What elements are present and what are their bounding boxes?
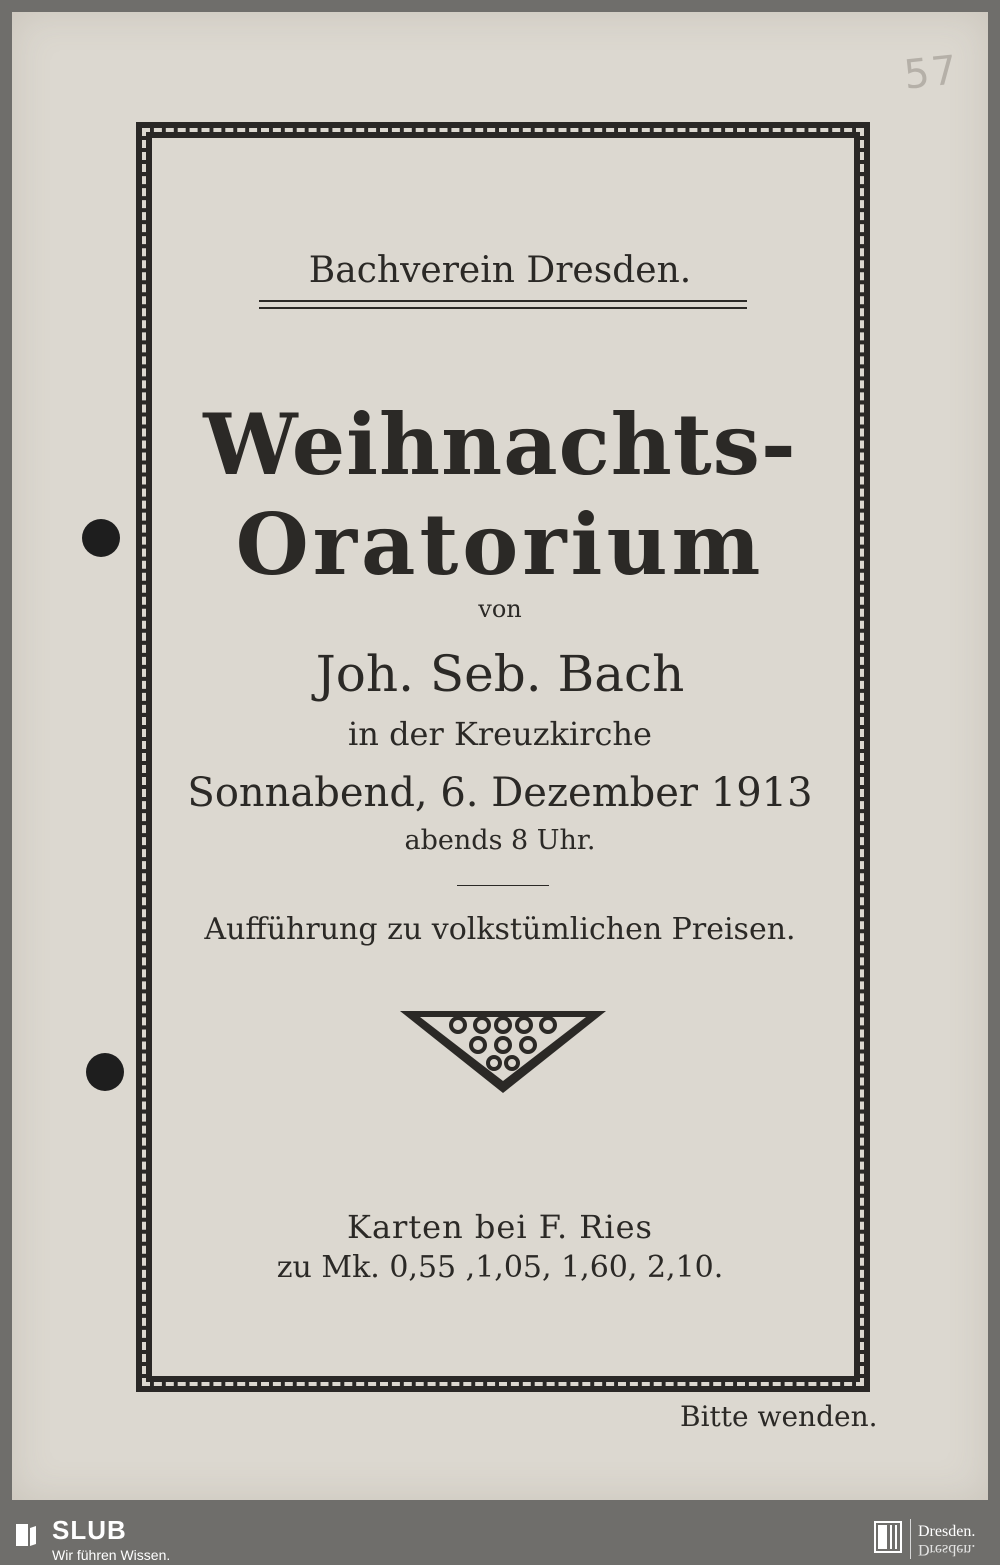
double-rule: [259, 300, 747, 302]
ticket-prices: zu Mk. 0,55 ,1,05, 1,60, 2,10.: [276, 1250, 724, 1285]
composer-name: Joh. Seb. Bach: [315, 645, 685, 703]
performance-note: Aufführung zu volkstümlichen Preisen.: [204, 912, 796, 947]
ticket-vendor: Karten bei F. Ries: [347, 1208, 653, 1246]
city-logo-text[interactable]: Dresden.: [918, 1523, 976, 1540]
event-date: Sonnabend, 6. Dezember 1913: [187, 770, 813, 816]
slub-logo-icon[interactable]: [14, 1522, 38, 1548]
divider: [457, 885, 549, 886]
ornament-icon: [398, 1003, 608, 1095]
by-label: von: [478, 595, 522, 623]
turn-over-note: Bitte wenden.: [680, 1400, 878, 1433]
punch-hole: [86, 1053, 124, 1091]
title-line-1: Weihnachts-: [203, 395, 797, 494]
library-tagline: Wir führen Wissen.: [52, 1547, 171, 1563]
society-name: Bachverein Dresden.: [308, 250, 692, 291]
library-name[interactable]: SLUB: [52, 1515, 127, 1545]
footer-bar: [0, 1513, 1000, 1565]
double-rule: [259, 307, 747, 309]
city-crest-icon[interactable]: [874, 1521, 902, 1553]
ornamental-border: [136, 122, 870, 1392]
footer-divider: [910, 1519, 911, 1559]
archive-number: 57: [901, 47, 962, 99]
city-logo-reflection: Dresden.: [918, 1541, 976, 1558]
event-time: abends 8 Uhr.: [404, 825, 596, 856]
venue: in der Kreuzkirche: [348, 715, 652, 753]
title-line-2: Oratorium: [235, 495, 765, 594]
